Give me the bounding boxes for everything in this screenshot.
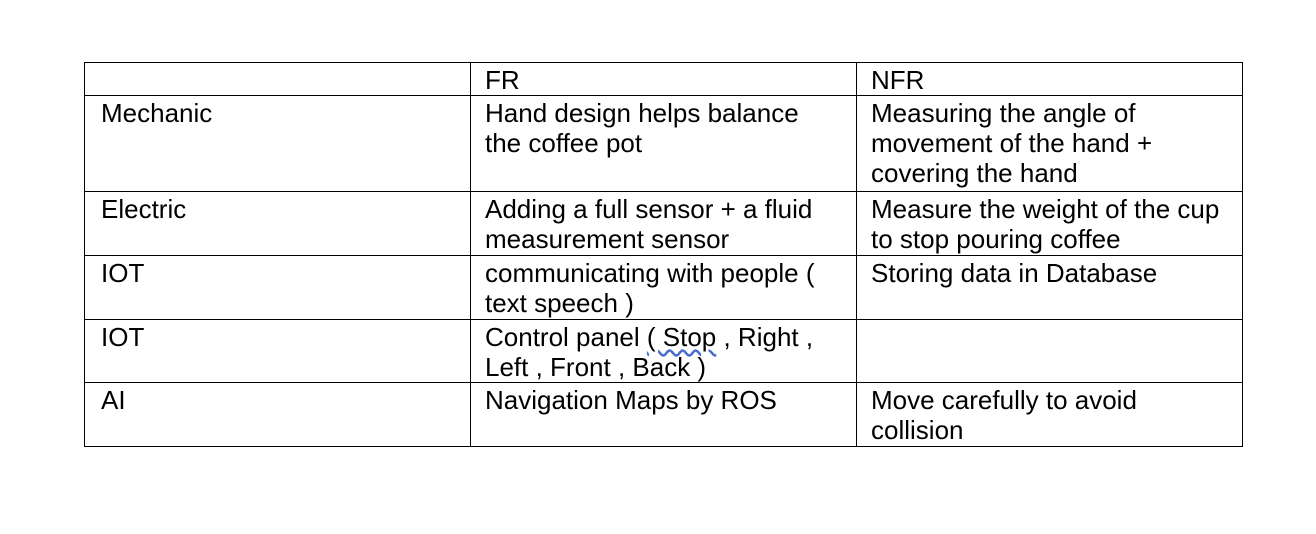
fr-cell (471, 320, 857, 383)
table-row (85, 192, 1243, 256)
fr-text-post: , Right , Left , Front , Back ) (485, 322, 814, 382)
fr-cell: Navigation Maps by ROS (471, 383, 857, 447)
nfr-cell: Measure the weight of the cup to stop pouring coffee (857, 192, 1243, 256)
nfr-cell (857, 320, 1243, 383)
fr-cell: Hand design helps balance the coffee pot (471, 96, 857, 192)
area-cell: AI (85, 383, 471, 447)
header-row (85, 63, 1243, 96)
table-row (85, 383, 1243, 447)
spellcheck-flagged-text: ( Stop (646, 322, 717, 352)
fr-cell: Adding a full sensor + a fluid measurement sensor (471, 192, 857, 256)
area-cell: Electric (85, 192, 471, 256)
area-cell: IOT (85, 256, 471, 320)
table-row (85, 96, 1243, 192)
area-cell: Mechanic (85, 96, 471, 192)
fr-text-pre: Control panel (485, 322, 647, 352)
table-row (85, 256, 1243, 320)
nfr-cell: Move carefully to avoid collision (857, 383, 1243, 447)
header-empty-cell (85, 63, 471, 96)
fr-cell: communicating with people ( text speech ) (471, 256, 857, 320)
requirements-table (84, 62, 1243, 447)
nfr-cell: Storing data in Database (857, 256, 1243, 320)
header-fr: FR (471, 63, 857, 96)
table-row (85, 320, 1243, 383)
header-nfr: NFR (857, 63, 1243, 96)
nfr-cell: Measuring the angle of movement of the hand + covering the hand (857, 96, 1243, 192)
area-cell: IOT (85, 320, 471, 383)
